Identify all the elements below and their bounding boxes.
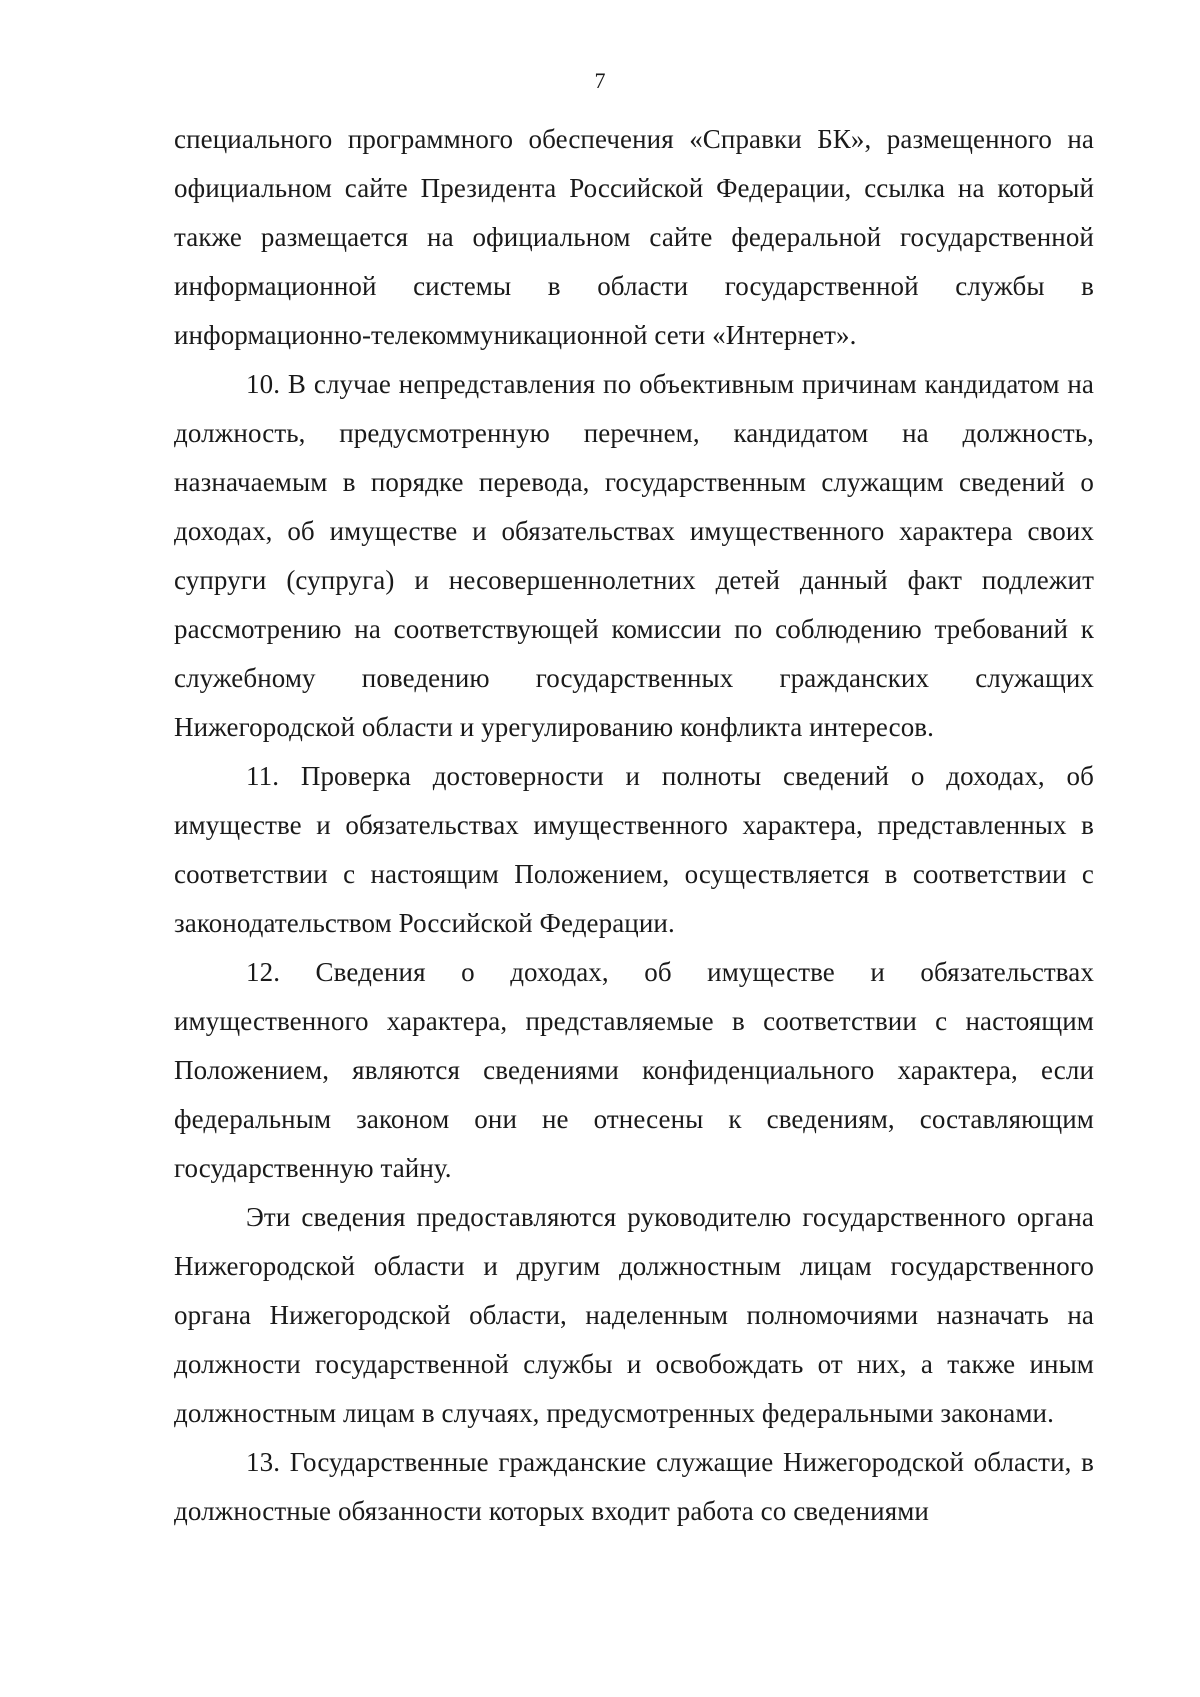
paragraph-continuation: специального программного обеспечения «Справки БК», размещенного на официальном сайте Президента Российской Федерации, ссылка на который также размещается на официальном сайте федеральной государственной информационной системы в области государственной службы в информационно-телекоммуникационной сети «Интернет». (174, 124, 1094, 350)
paragraph-11: 11. Проверка достоверности и полноты сведений о доходах, об имуществе и обязательствах имущественного характера, представленных в соответствии с настоящим Положением, осуществляется в соответствии с законодательством Российской Федерации. (174, 761, 1094, 938)
paragraph-12-continued: Эти сведения предоставляются руководителю государственного органа Нижегородской области и другим должностным лицам государственного органа Нижегородской области, наделенным полномочиями назначать на должности государственной службы и освобождать от них, а также иным должностным лицам в случаях, предусмотренных федеральными законами. (174, 1202, 1094, 1428)
page-number: 7 (594, 68, 606, 93)
paragraph-13: 13. Государственные гражданские служащие Нижегородской области, в должностные обязанности которых входит работа со сведениями (174, 1447, 1094, 1526)
document-body (174, 115, 1094, 1536)
paragraph-12: 12. Сведения о доходах, об имуществе и обязательствах имущественного характера, представляемые в соответствии с настоящим Положением, являются сведениями конфиденциального характера, если федеральным законом они не отнесены к сведениям, составляющим государственную тайну. (174, 957, 1094, 1183)
paragraph-10: 10. В случае непредставления по объективным причинам кандидатом на должность, предусмотренную перечнем, кандидатом на должность, назначаемым в порядке перевода, государственным служащим сведений о доходах, об имуществе и обязательствах имущественного характера своих супруги (супруга) и несовершеннолетних детей данный факт подлежит рассмотрению на соответствующей комиссии по соблюдению требований к служебному поведению государственных гражданских служащих Нижегородской области и урегулированию конфликта интересов. (174, 369, 1094, 742)
